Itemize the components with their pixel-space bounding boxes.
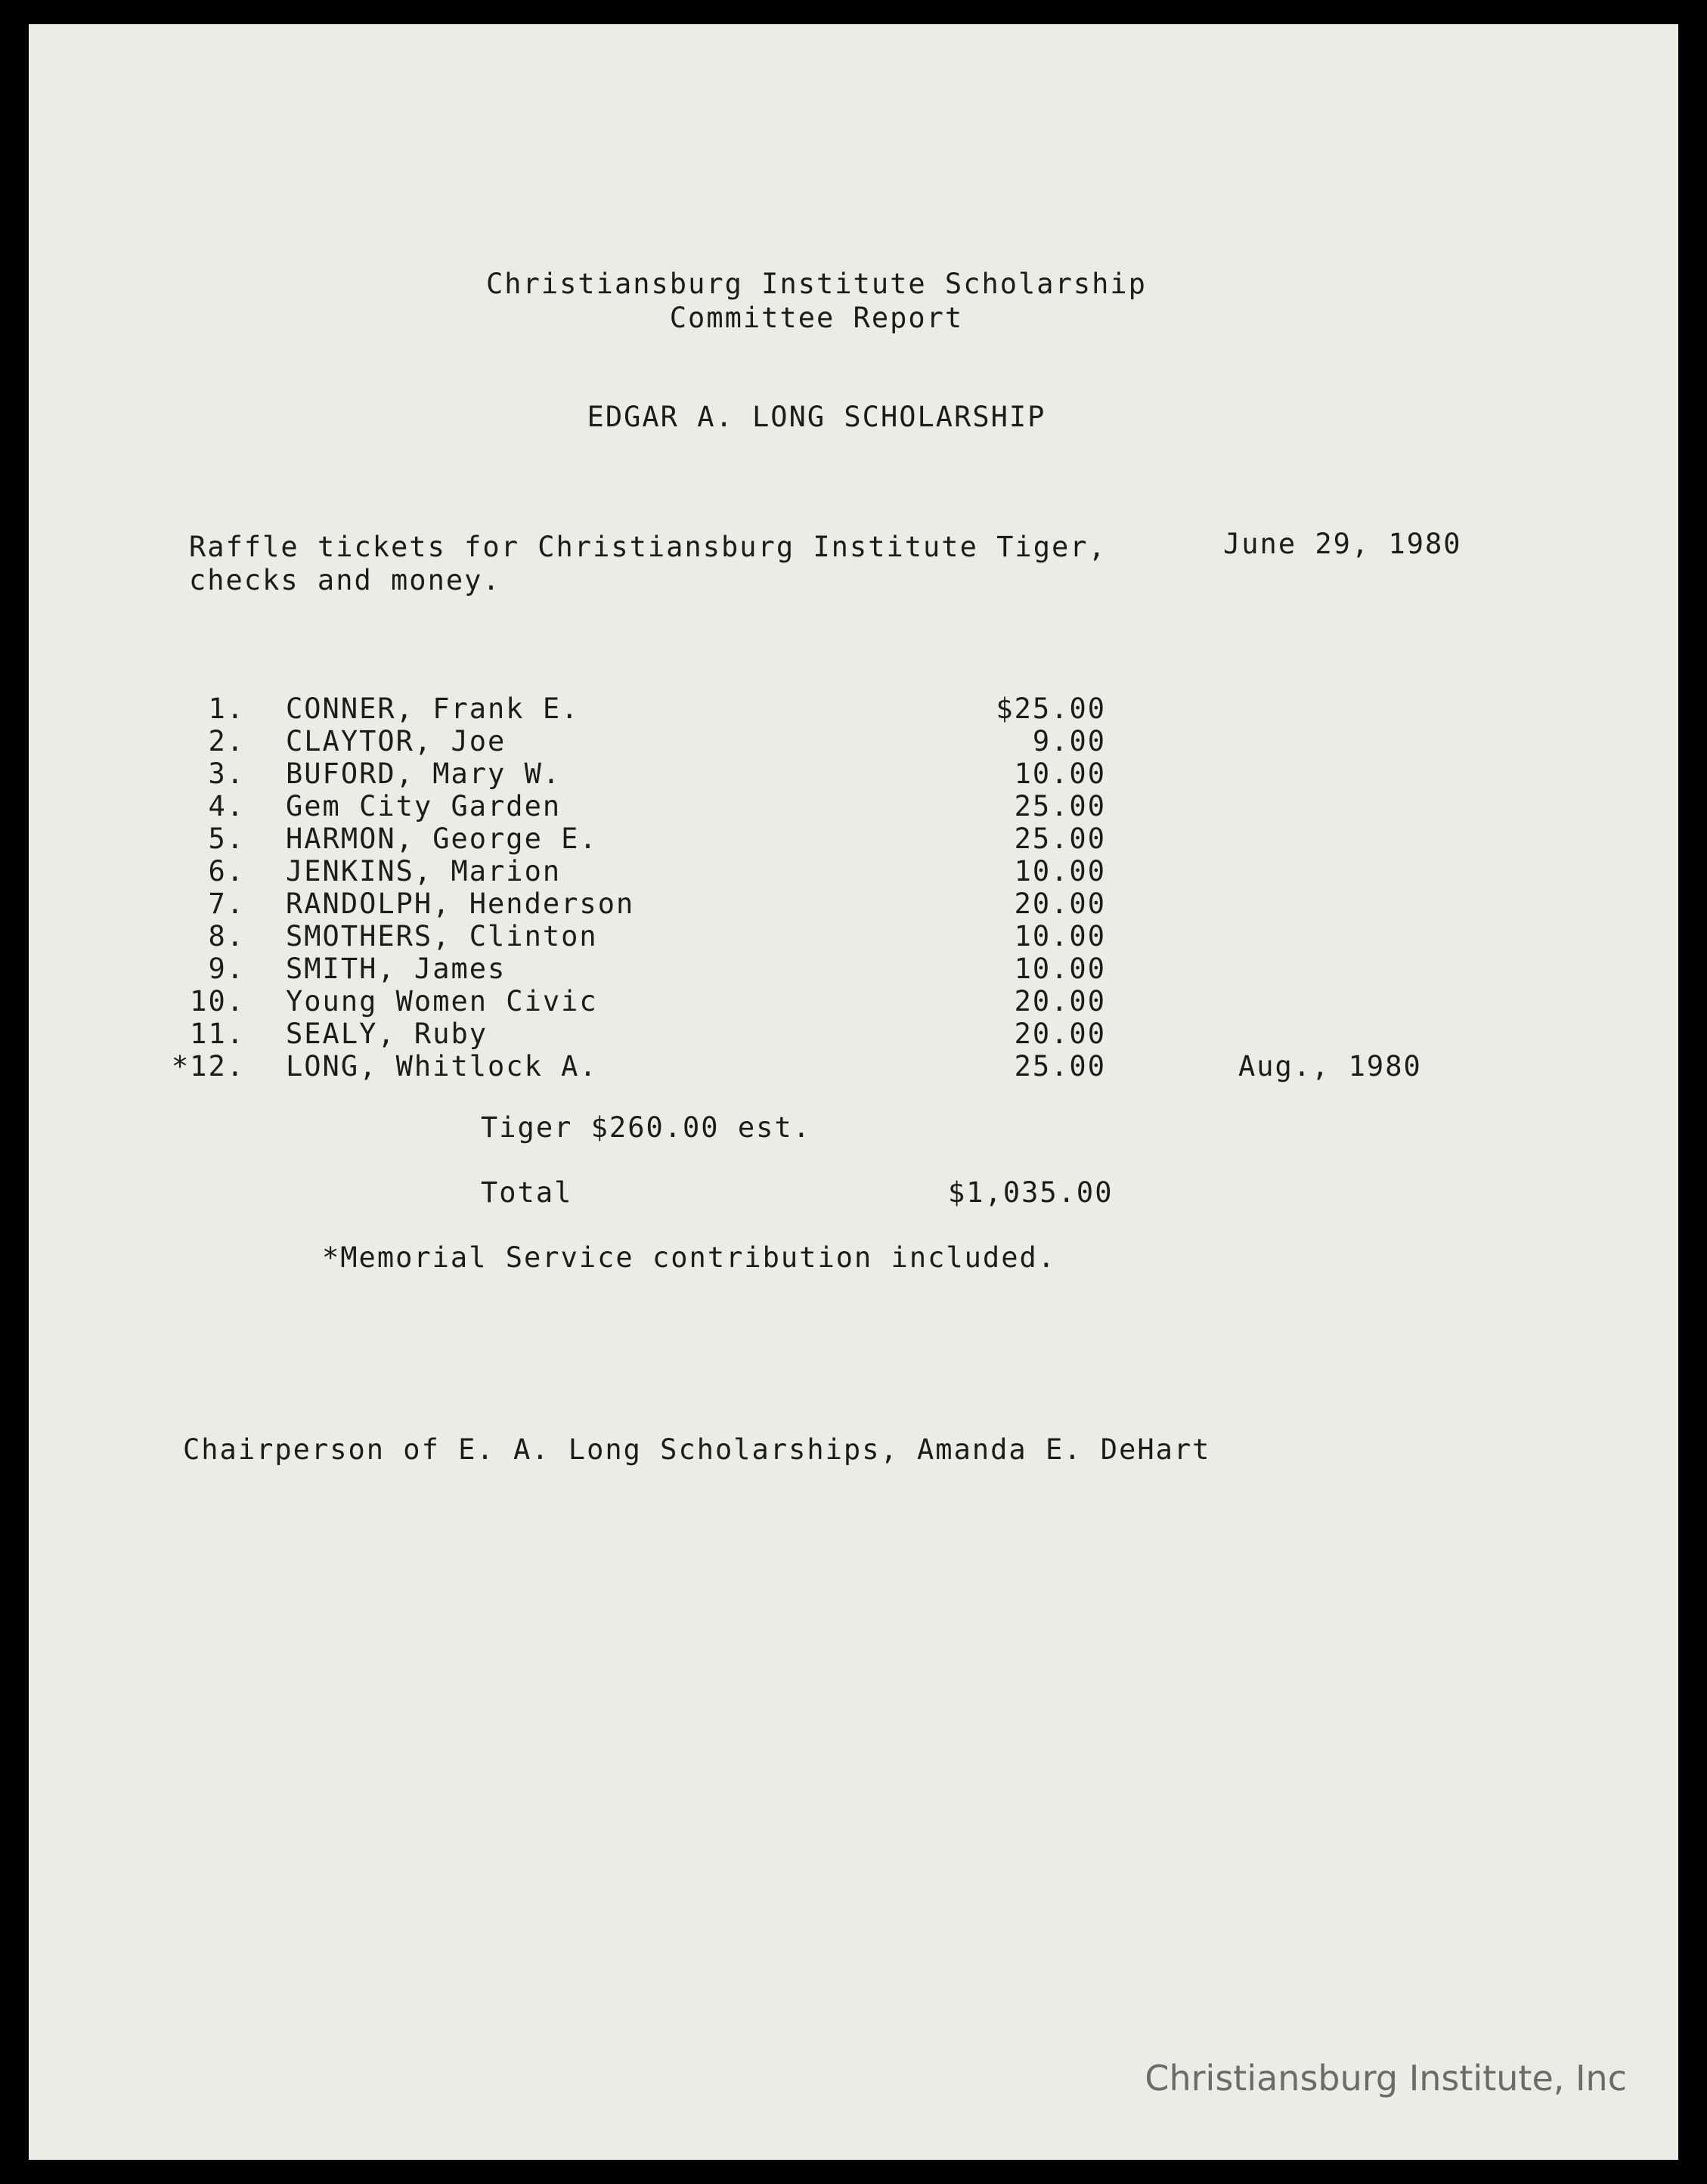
intro-line-1: Raffle tickets for Christiansburg Institute Tiger,	[189, 531, 1107, 563]
entry-number: *12.	[171, 1050, 245, 1083]
signature-line: Chairperson of E. A. Long Scholarships, Amanda E. DeHart	[183, 1433, 1211, 1466]
entry-amount: 25.00	[1014, 822, 1106, 855]
list-item	[0, 855, 1707, 888]
entry-note: Aug., 1980	[1238, 1050, 1422, 1083]
entry-number: 2.	[208, 725, 245, 757]
footnote: *Memorial Service contribution included.	[322, 1241, 1057, 1274]
entry-amount: 9.00	[1032, 725, 1106, 757]
entry-name: Gem City Garden	[286, 790, 562, 822]
entry-name: CONNER, Frank E.	[286, 692, 580, 725]
report-title-line-2: Committee Report	[669, 302, 964, 334]
list-item	[0, 757, 1707, 790]
list-item	[0, 1050, 1707, 1083]
list-item	[0, 822, 1707, 855]
entry-number: 10.	[190, 985, 245, 1018]
report-title-line-1: Christiansburg Institute Scholarship	[486, 268, 1147, 300]
entry-name: Young Women Civic	[286, 985, 598, 1018]
total-label: Total	[481, 1176, 573, 1209]
entry-name: LONG, Whitlock A.	[286, 1050, 598, 1083]
entry-number: 4.	[208, 790, 245, 822]
entry-name: JENKINS, Marion	[286, 855, 562, 888]
list-item	[0, 953, 1707, 985]
scholarship-heading: EDGAR A. LONG SCHOLARSHIP	[587, 401, 1046, 433]
entry-number: 9.	[208, 953, 245, 985]
archive-watermark: Christiansburg Institute, Inc	[1145, 2058, 1627, 2099]
entry-amount: 10.00	[1014, 953, 1106, 985]
entry-name: CLAYTOR, Joe	[286, 725, 507, 757]
entry-amount: 20.00	[1014, 1018, 1106, 1050]
entry-amount: 25.00	[1014, 790, 1106, 822]
list-item	[0, 888, 1707, 920]
entry-number: 7.	[208, 888, 245, 920]
entry-amount: 20.00	[1014, 985, 1106, 1018]
entry-name: SMITH, James	[286, 953, 507, 985]
list-item	[0, 985, 1707, 1018]
list-item	[0, 1018, 1707, 1050]
entry-name: HARMON, George E.	[286, 822, 598, 855]
document-page	[29, 24, 1678, 2160]
list-item	[0, 692, 1707, 725]
entry-number: 5.	[208, 822, 245, 855]
entry-amount: 25.00	[1014, 1050, 1106, 1083]
entry-number: 1.	[208, 692, 245, 725]
intro-date: June 29, 1980	[1223, 528, 1462, 560]
entry-name: RANDOLPH, Henderson	[286, 888, 635, 920]
entry-amount: 10.00	[1014, 920, 1106, 953]
entry-name: BUFORD, Mary W.	[286, 757, 562, 790]
list-item	[0, 725, 1707, 757]
entry-amount: 10.00	[1014, 757, 1106, 790]
intro-line-2: checks and money.	[189, 564, 501, 596]
list-item	[0, 790, 1707, 822]
entry-name: SMOTHERS, Clinton	[286, 920, 598, 953]
entry-amount: $25.00	[996, 692, 1106, 725]
entry-name: SEALY, Ruby	[286, 1018, 488, 1050]
entry-amount: 10.00	[1014, 855, 1106, 888]
tiger-estimate: Tiger $260.00 est.	[481, 1111, 811, 1144]
entry-number: 3.	[208, 757, 245, 790]
list-item	[0, 920, 1707, 953]
total-amount: $1,035.00	[948, 1176, 1114, 1209]
entry-amount: 20.00	[1014, 888, 1106, 920]
entry-number: 11.	[190, 1018, 245, 1050]
entry-number: 8.	[208, 920, 245, 953]
entry-number: 6.	[208, 855, 245, 888]
